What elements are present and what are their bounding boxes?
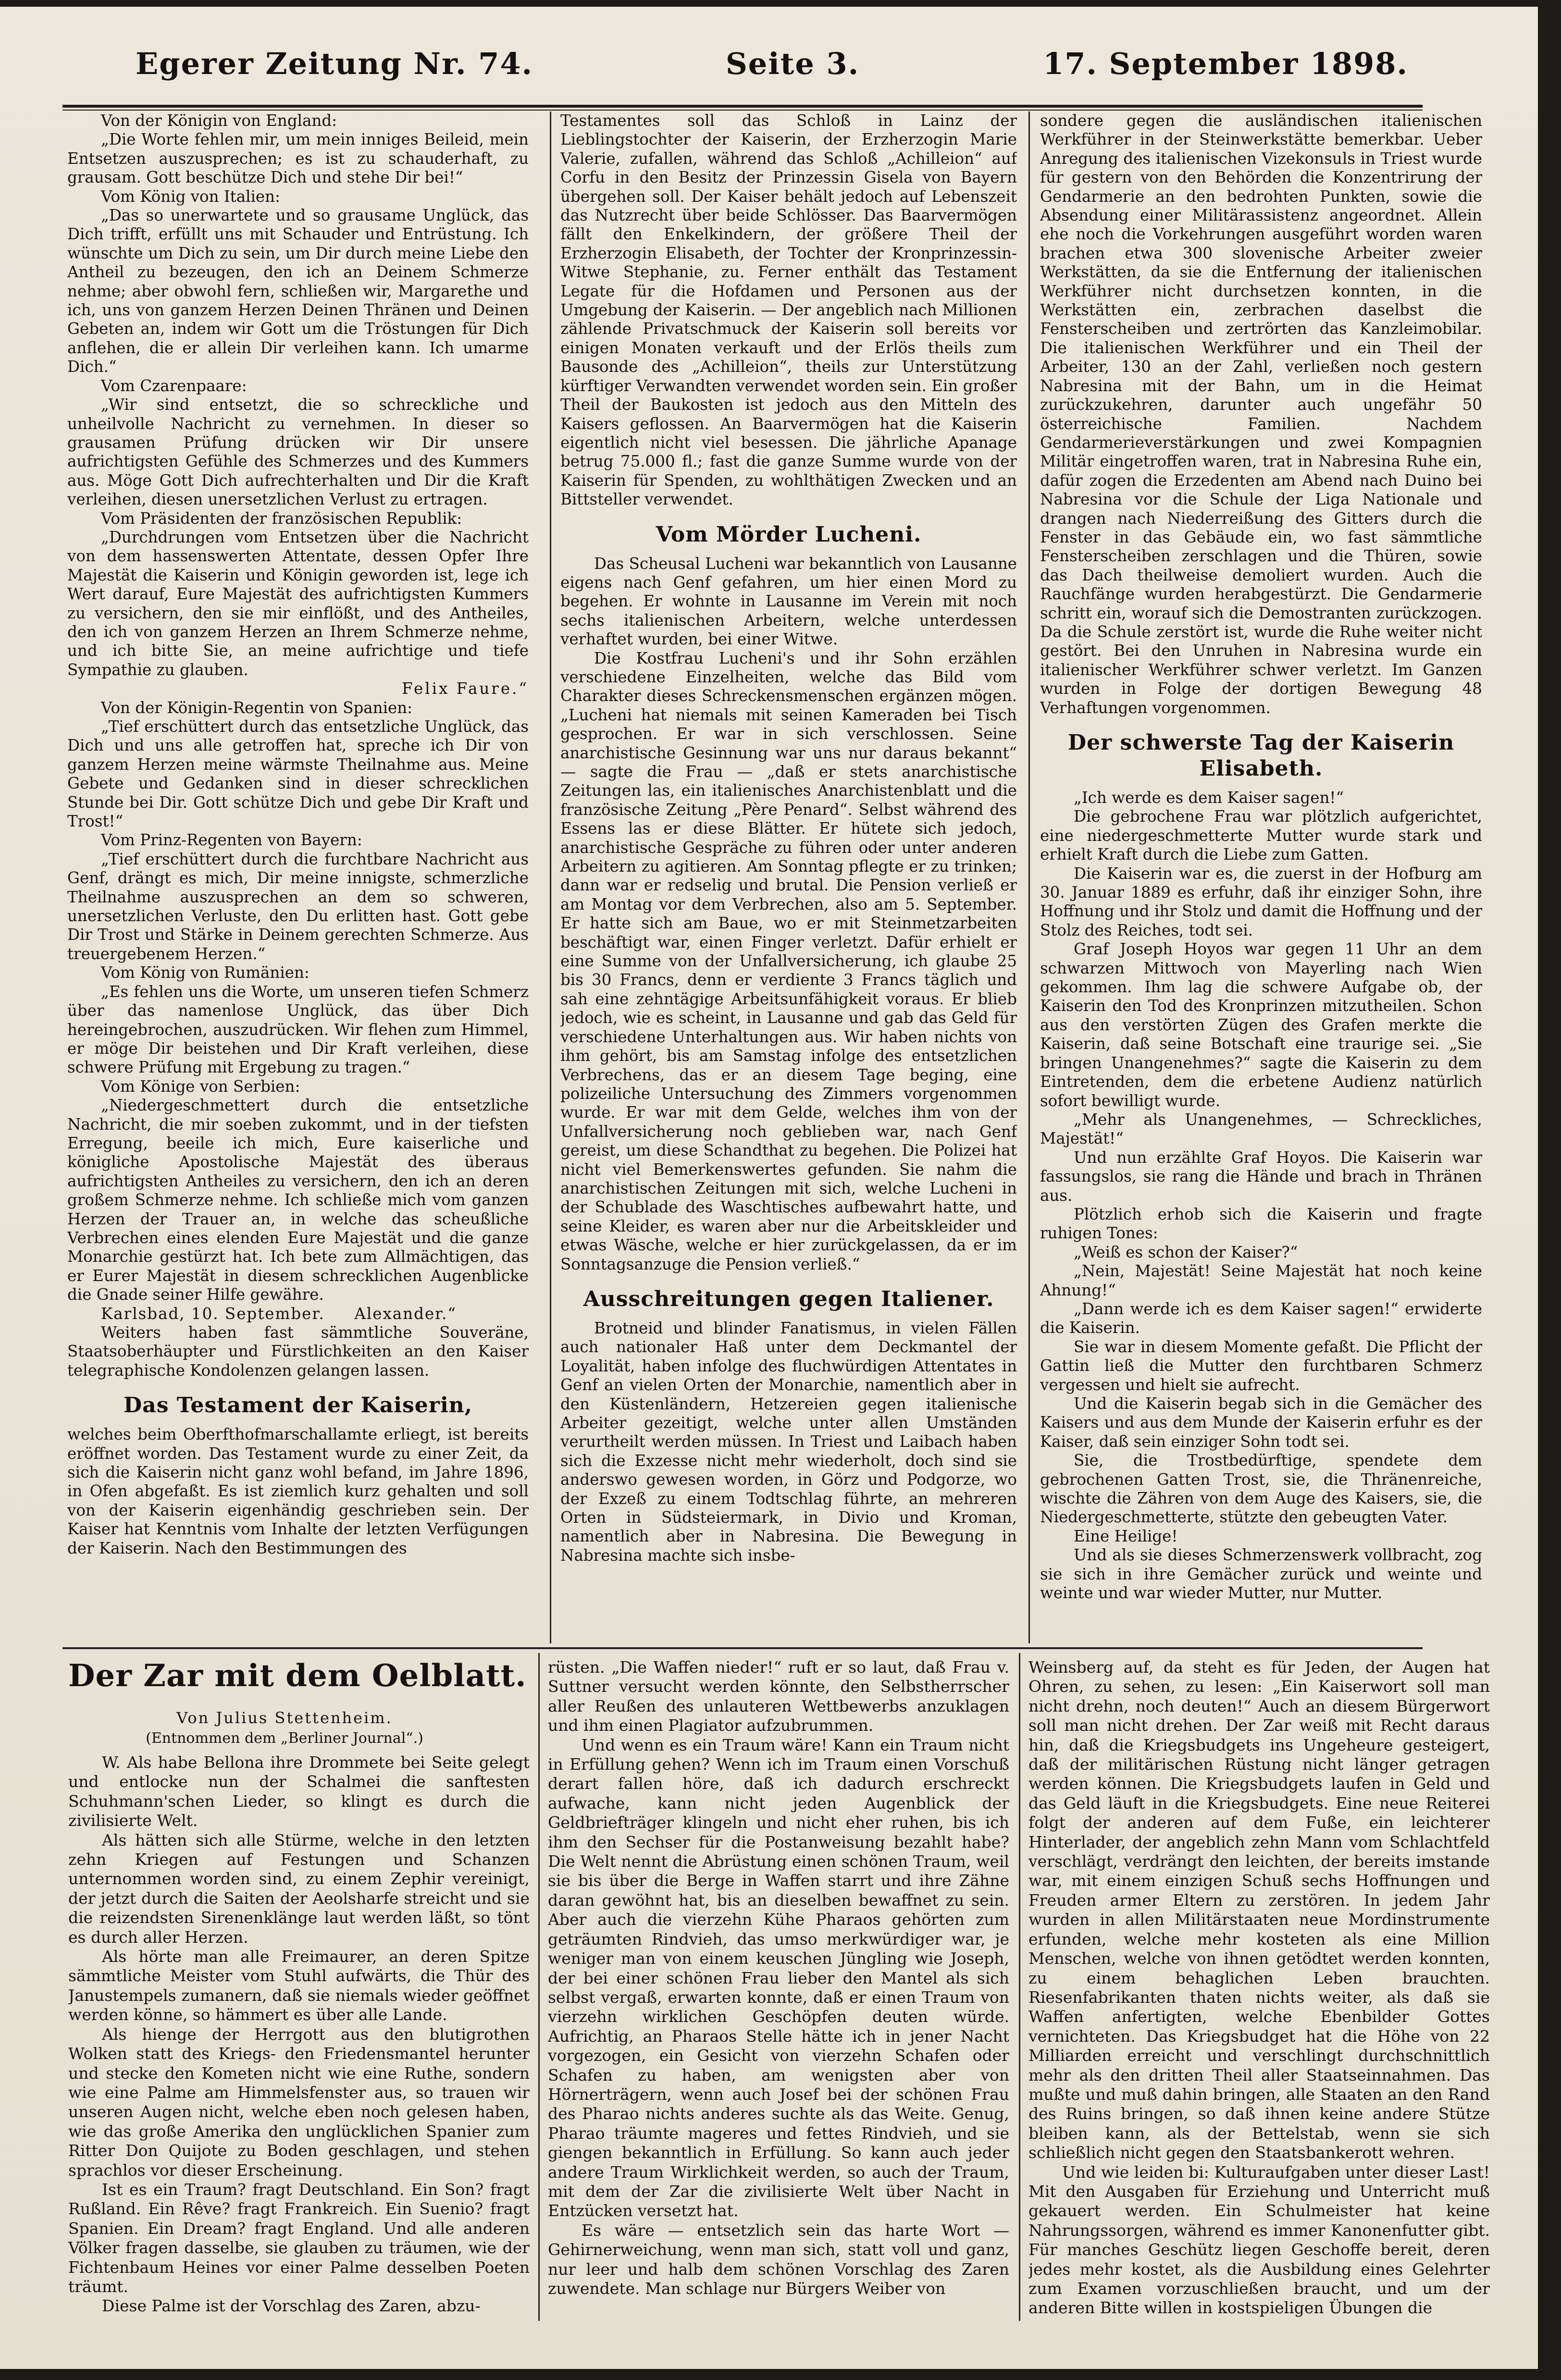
paragraph: Brotneid und blinder Fanatismus, in vielen Fällen auch nationaler Haß unter dem Deckmantel der Loyalität, haben infolge des fluchwürdigen Attentates in Genf an vielen Orten der Monarchie, namentlich aber in den Küstenländern, Hetzereien gegen italienische Arbeiter gezeitigt, welche unter allen Umständen verurtheilt werden müssen. In Triest und Laibach haben sich die Exzesse nicht mehr wiederholt, doch sind sie anderswo gewesen worden, in Görz und Podgorze, wo der Exzeß zu einem Todtschlag führte, an mehreren Orten in Südsteiermark, in Divio und Kroman, namentlich aber in Nabresina. Die Bewegung in Nabresina machte sich insbe-	[560, 1319, 1017, 1565]
paragraph: rüsten. „Die Waffen nieder!“ ruft er so laut, daß Frau v. Suttner versucht werden könnte, den Selbstherrscher aller Reußen des unlauteren Wettbewerbs anzuklagen und ihm einen Plagiator aufzubrummen.	[548, 1658, 1009, 1735]
paragraph: W. Als habe Bellona ihre Drommete bei Seite gelegt und entlocke nun der Schalmei die sanftesten Schuhmann'schen Lieder, so klingt es durch die zivilisierte Welt.	[68, 1753, 530, 1830]
paragraph: Vom König von Italien:	[101, 187, 281, 206]
paragraph: Vom Könige von Serbien:	[101, 1077, 300, 1096]
paragraph: „Dann werde ich es dem Kaiser sagen!“ erwiderte die Kaiserin.	[1040, 1299, 1482, 1337]
paragraph: Und wenn es ein Traum wäre! Kann ein Traum nicht in Erfüllung gehen? Wenn ich im Traum einen Vorschuß derart fallen höre, daß ich dadurch erschreckt aufwache, kann nicht jeden Augenblick der Geldbriefträger klingeln und nicht eher ruhen, bis ich ihm den Sechser für die Postanweisung bezahlt habe? Die Welt nennt die Abrüstung einen schönen Traum, weil sie bis über die Berge in Waffen starrt und ihre Zähne daran gewöhnt hat, bis an dieselben bewaffnet zu sein. Aber auch die vierzehn Kühe Pharaos gehörten zum geträumten Rindvieh, das umso merkwürdiger war, je weniger man von einem keuschen Jüngling wie Joseph, der bei einer schönen Frau lieber den Mantel als sich selbst vergaß, erwarten konnte, daß er einen Traum von vierzehn wirklichen Geschöpfen deuten würde. Aufrichtig, an Pharaos Stelle hätte ich in jener Nacht vorgezogen, ein Gesicht von vierzehn Schafen oder Schafen zu haben, am wenigsten aber von Hörnerträgern, wenn auch Josef bei der schönen Frau des Pharao nichts anderes suchte als das Weite. Genug, Pharao träumte mageres und fettes Rindvieh, und sie giengen bekanntlich in Erfüllung. So kann auch jeder andere Traum Wirklichkeit werden, so auch der Traum, mit dem der Zar die zivilisierte Welt über Nacht in Entzücken versetzt hat.	[548, 1735, 1009, 2220]
column-2	[560, 111, 1017, 1643]
feuilleton-author: Von Julius Stettenheim.	[176, 1709, 393, 1727]
paragraph: Weiters haben fast sämmtliche Souveräne, Staatsoberhäupter und Fürstlichkeiten an den Kaiser telegraphische Kondolenzen gelangen lassen.	[67, 1323, 529, 1380]
paragraph: Und die Kaiserin begab sich in die Gemächer des Kaisers und aus dem Munde der Kaiserin erfuhr es der Kaiser, daß sein einziger Sohn todt sei.	[1040, 1394, 1482, 1451]
column-1	[67, 111, 529, 1643]
paragraph: „Das so unerwartete und so grausame Unglück, das Dich trifft, erfüllt uns mit Schauder und Entrüstung. Ich wünschte um Dich zu sein, um Dir durch meine Liebe den Antheil zu bezeugen, den ich an Deinem Schmerze nehme; aber obwohl fern, schließen wir, Margarethe und ich, uns von ganzem Herzen Deinen Thränen und Deinen Gebeten an, indem wir Gott um die Tröstungen für Dich anflehen, die er allein Dir verleihen kann. Ich umarme Dich.“	[67, 206, 529, 376]
signature: Felix Faure.“	[402, 679, 529, 698]
feuilleton-rule	[62, 1647, 1423, 1649]
paragraph: „Ich werde es dem Kaiser sagen!“	[1074, 789, 1344, 807]
paragraph: Ist es ein Traum? fragt Deutschland. Ein Son? fragt Rußland. Ein Rêve? fragt Frankreich. Ein Suenio? fragt Spanien. Ein Dream? fragt England. Und alle anderen Völker fragen dasselbe, sie glauben zu träumen, wie der Fichtenbaum Heines vor einer Palme desselben Poeten träumt.	[68, 2180, 530, 2296]
section-heading: Das Testament der Kaiserin,	[124, 1393, 472, 1418]
paragraph: Und nun erzählte Graf Hoyos. Die Kaiserin war fassungslos, sie rang die Hände und brach in Thränen aus.	[1040, 1148, 1482, 1205]
issue-date: 17. September 1898.	[1043, 46, 1408, 81]
paragraph: Testamentes soll das Schloß in Lainz der Lieblingstochter der Kaiserin, der Erzherzogin Marie Valerie, zufallen, während das Schloß „Achilleion“ auf Corfu in den Besitz der Prinzessin Gisela von Bayern übergehen soll. Der Kaiser behält jedoch auf Lebenszeit das Nutzrecht über beide Schlösser. Das Baarvermögen fällt den Enkelkindern, der größere Theil der Erzherzogin Elisabeth, der Tochter der Kronprinzessin-Witwe Stephanie, zu. Ferner enthält das Testament Legate für die Hofdamen und Personen aus der Umgebung der Kaiserin. — Der angeblich nach Millionen zählende Privatschmuck der Kaiserin soll bereits vor einigen Monaten verkauft und der Erlös theils zum Bausonde des „Achilleion“, theils zur Unterstützung kürftiger Verwandten verwendet worden sein. Ein großer Theil der Baukosten ist jedoch aus den Mitteln des Kaisers geflossen. An Baarvermögen hat die Kaiserin eigentlich nicht viel besessen. Die jährliche Apanage betrug 75.000 fl.; fast die ganze Summe wurde von der Kaiserin für Spenden, zu wohlthätigen Zwecken und an Bittsteller verwendet.	[560, 111, 1017, 509]
paragraph: Vom Czarenpaare:	[101, 376, 247, 395]
paragraph: Das Scheusal Lucheni war bekanntlich von Lausanne eigens nach Genf gefahren, um hier einen Mord zu begehen. Er wohnte in Lausanne im Verein mit noch sechs italienischen Arbeitern, welche unterdessen verhaftet wurden, bei einer Witwe.	[560, 554, 1017, 649]
section-heading: Der schwerste Tag der Kaiserin Elisabeth.	[1067, 730, 1455, 781]
feuilleton-column-3	[1028, 1658, 1490, 2321]
scan-edge-top	[0, 0, 1561, 7]
section-heading: Vom Mörder Lucheni.	[656, 522, 922, 547]
paragraph: Die Kostfrau Lucheni's und ihr Sohn erzählen verschiedene Einzelheiten, welche das Bild vom Charakter dieses Schreckensmenschen ergänzen mögen. „Lucheni hat niemals mit seinen Kameraden bei Tisch gesprochen. Er war in sich verschlossen. Seine anarchistische Gesinnung war uns nur daraus bekannt“ — sagte die Frau — „daß er stets anarchistische Zeitungen las, ein italienisches Anarchistenblatt und die französische Zeitung „Père Penard“. Selbst während des Essens las er diese Blätter. Er hütete sich jedoch, anarchistische Gespräche zu führen oder unter anderen Arbeitern zu agitieren. Am Sonntag pflegte er zu trinken; dann war er redselig und brutal. Die Pension verließ er am Montag vor dem Verbrechen, also am 5. September. Er hatte sich am Baue, wo er mit Steinmetzarbeiten beschäftigt war, einen Finger verletzt. Dafür erhielt er eine Summe von der Unfallversicherung, ich glaube 25 bis 30 Francs, denn er verdiente 3 Francs täglich und sah eine zehntägige Arbeitsunfähigkeit voraus. Er blieb jedoch, wie es scheint, in Lausanne und gab das Geld für verschiedene Unterhaltungen aus. Wir haben nichts von ihm gehört, bis am Samstag infolge des entsetzlichen Verbrechens, das er an diesem Tage beging, eine polizeiliche Untersuchung des Zimmers vorgenommen wurde. Er war mit dem Gelde, welches ihm von der Unfallversicherung noch geblieben war, nach Genf gereist, um diese Schandthat zu begehen. Die Polizei hat nicht viel Bemerkenswertes gefunden. Sie nahm die anarchistischen Zeitungen mit sich, welche Lucheni in der Schublade des Waschtisches aufbewahrt hatte, und seine Kleider, es waren aber nur die Arbeitskleider und etwas Wäsche, welche er hier zurückgelassen, da er im Sonntagsanzuge die Pension verließ.“	[560, 649, 1017, 1273]
page-header	[136, 46, 1408, 104]
signature: Alexander.“	[354, 1304, 457, 1323]
paragraph: „Weiß es schon der Kaiser?“	[1074, 1243, 1298, 1261]
paragraph: Sie, die Trostbedürftige, spendete dem gebrochenen Gatten Trost, sie, die Thränenreiche, wischte die Zähren von dem Auge des Kaisers, sie, die Niedergeschmetterte, stützte den gebeugten Vater.	[1040, 1451, 1482, 1527]
feuilleton-source: (Entnommen dem „Berliner Journal“.)	[146, 1730, 423, 1747]
column-divider	[1028, 111, 1030, 1643]
paragraph: Plötzlich erhob sich die Kaiserin und fragte ruhigen Tones:	[1040, 1205, 1482, 1243]
paragraph: welches beim Oberfthofmarschallamte erliegt, ist bereits eröffnet worden. Das Testament wurde zu einer Zeit, da sich die Kaiserin nicht ganz wohl befand, im Jahre 1896, in Ofen abgefaßt. Es ist ziemlich kurz gehalten und soll von der Kaiserin eigenhändig geschrieben sein. Der Kaiser hat Kenntnis vom Inhalte der letzten Verfügungen der Kaiserin. Nach den Bestimmungen des	[67, 1425, 529, 1557]
paragraph: „Wir sind entsetzt, die so schreckliche und unheilvolle Nachricht zu vernehmen. In dieser so grausamen Prüfung drücken wir Dir unsere aufrichtigsten Gefühle des Schmerzes und des Kummers aus. Möge Gott Dich aufrechterhalten und Dir die Kraft verleihen, diesen unersetzlichen Verlust zu ertragen.	[67, 395, 529, 509]
column-divider	[538, 1653, 540, 2321]
paragraph: Von der Königin von England:	[101, 111, 337, 130]
paragraph: Und wie leiden bi: Kulturaufgaben unter dieser Last! Mit den Ausgaben für Erziehung und Unterricht muß gekauert werden. Ein Schulmeister hat keine Nahrungssorgen, während es immer Kanonenfutter gibt. Für manches Geschütz liegen Geschoffe bereit, deren jedes mehr kostet, als die Ausbildung eines Gelehrter zum Examen vorzuschließen braucht, und um der anderen Bitte willen in kostspieligen Übungen die	[1028, 2162, 1490, 2318]
paragraph: Weinsberg auf, da steht es für Jeden, der Augen hat Ohren, zu sehen, zu lesen: „Ein Kaiserwort soll man nicht drehn, noch deuten!“ Auch an diesem Bürgerwort soll man nicht drehen. Der Zar weiß mit Recht daraus hin, daß die Kriegsbudgets ins Ungeheure gesteigert, daß der militärischen Rüstung nicht länger getragen werden können. Die Kriegsbudgets laufen in Geld und das Geld läuft in die Kriegsbudgets. Eine neue Reiterei folgt der anderen auf dem Fuße, ein leichterer Hinterlader, der angeblich zehn Mann vom Schlachtfeld verschlägt, verdrängt den leichten, der bereits imstande war, mit einem einzigen Schuß sechs Hoffnungen und Freuden armer Eltern zu zerstören. In jedem Jahr wurden in allen Militärstaaten neue Mordinstrumente erfunden, welche mehr kosteten als eine Million Menschen, welche von ihnen getödtet werden konnten, zu einem behaglichen Leben brauchten. Riesenfabrikanten thaten nichts weiter, als daß sie Waffen anfertigten, welche Ebenbilder Gottes vernichteten. Das Kriegsbudget hat die Höhe von 22 Milliarden erreicht und verschlingt durchschnittlich mehr als den dritten Theil aller Staatseinnahmen. Das mußte und muß dahin bringen, alle Staaten an den Rand des Ruins bringen, so daß ihnen keine andere Stütze bleiben kann, als der Bettelstab, wenn sie sich schließlich nicht gegen den Staatsbankerott wehren.	[1028, 1658, 1490, 2162]
feuilleton-column-2	[548, 1658, 1009, 2321]
paragraph: „Tief erschüttert durch die furchtbare Nachricht aus Genf, drängt es mich, Dir meine innigste, schmerzliche Theilnahme auszusprechen an dem so schweren, unersetzlichen Verluste, den Du erlitten hast. Gott gebe Dir Trost und Stärke in Deinem gerechten Schmerze. Aus treuergebenem Herzen.“	[67, 850, 529, 963]
paragraph: „Mehr als Unangenehmes, — Schreckliches, Majestät!“	[1040, 1110, 1482, 1148]
scan-edge-right	[1538, 0, 1561, 2380]
paragraph: „Nein, Majestät! Seine Majestät hat noch keine Ahnung!“	[1040, 1262, 1482, 1299]
paragraph: Die Kaiserin war es, die zuerst in der Hofburg am 30. Januar 1889 es erfuhr, daß ihr einziger Sohn, ihre Hoffnung und ihr Stolz und damit die Hoffnung und der Stolz des Reiches, todt sei.	[1040, 864, 1482, 939]
paragraph: Von der Königin-Regentin von Spanien:	[101, 698, 413, 717]
paragraph: „Niedergeschmettert durch die entsetzliche Nachricht, die mir soeben zukommt, und in der tiefsten Erregung, beeile ich mich, Eure kaiserliche und königliche Apostolische Majestät des überaus aufrichtigsten Antheiles zu versichern, den ich an deren großem Schmerze nehme. Ich schließe mich vom ganzen Herzen der Trauer an, in welche das scheußliche Verbrechen eines elenden Eure Majestät und die ganze Monarchie gestürzt hat. Ich bete zum Allmächtigen, das er Eurer Majestät in diesem schrecklichen Augenblicke die Gnade seiner Hilfe gewähre.	[67, 1096, 529, 1304]
paragraph: Vom König von Rumänien:	[101, 963, 310, 982]
paragraph: Sie war in diesem Momente gefaßt. Die Pflicht der Gattin ließ die Mutter den furchtbaren Schmerz vergessen und hielt sie aufrecht.	[1040, 1337, 1482, 1394]
paragraph: Es wäre — entsetzlich sein das harte Wort — Gehirnerweichung, wenn man sich, statt voll und ganz, nur leer und halb dem schönen Vorschlag des Zaren zuwendete. Man schlage nur Bürgers Weiber von	[548, 2220, 1009, 2298]
feuilleton-column-1	[68, 1753, 530, 2320]
section-heading: Ausschreitungen gegen Italiener.	[583, 1286, 994, 1311]
dateline-place: Karlsbad, 10. September.	[101, 1304, 325, 1323]
paragraph: Und als sie dieses Schmerzenswerk vollbracht, zog sie sich in ihre Gemächer zurück und weinte und weinte und war wieder Mutter, nur Mutter.	[1040, 1546, 1482, 1603]
paragraph: „Es fehlen uns die Worte, um unseren tiefen Schmerz über das namenlose Unglück, das über Dich hereingebrochen, auszudrücken. Wir flehen zum Himmel, er möge Dir beistehen und Dir Kraft verleihen, diese schwere Prüfung mit Ergebung zu tragen.“	[67, 982, 529, 1077]
header-rule	[62, 105, 1423, 108]
paper-name: Egerer Zeitung Nr. 74.	[136, 46, 533, 81]
paragraph: Die gebrochene Frau war plötzlich aufgerichtet, eine niedergeschmetterte Mutter wurde stark und erhielt Kraft durch die Liebe zum Gatten.	[1040, 807, 1482, 864]
column-3	[1040, 111, 1482, 1643]
scan-edge-bottom	[0, 2369, 1561, 2380]
page-number: Seite 3.	[726, 46, 860, 81]
paragraph: „Durchdrungen vom Entsetzen über die Nachricht von dem hassenswerten Attentate, dessen Opfer Ihre Majestät die Kaiserin und Königin geworden ist, lege ich Wert darauf, Eure Majestät des aufrichtigsten Kummers zu versichern, den sie mir einflößt, und des Antheiles, den ich von ganzem Herzen an Ihrem Schmerze nehme, und ich bitte Sie, an meine aufrichtige und tiefe Sympathie zu glauben.	[67, 528, 529, 679]
paragraph: „Tief erschüttert durch das entsetzliche Unglück, das Dich und uns alle getroffen hat, spreche ich Dir von ganzem Herzen meine wärmste Theilnahme aus. Meine Gebete und Gedanken sind in dieser schrecklichen Stunde bei Dir. Gott schütze Dich und gebe Dir Kraft und Trost!“	[67, 717, 529, 831]
paragraph: Vom Prinz-Regenten von Bayern:	[101, 831, 362, 850]
paragraph: Als hienge der Herrgott aus den blutigrothen Wolken statt des Kriegs- den Friedensmantel herunter und stecke den Kometen nicht wie eine Ruthe, sondern wie eine Palme am Himmelsfenster aus, so trauen wir unseren Augen nicht, welche eben noch gelesen haben, wie das große Amerika den unglücklichen Spanier zum Ritter Don Quijote zu Boden geschlagen, und stehen sprachlos vor dieser Erscheinung.	[68, 2024, 530, 2180]
column-divider	[550, 111, 551, 1643]
column-divider	[1019, 1653, 1020, 2321]
feuilleton-title: Der Zar mit dem Oelblatt.	[68, 1658, 527, 1694]
paragraph: Graf Joseph Hoyos war gegen 11 Uhr an dem schwarzen Mittwoch von Mayerling nach Wien gekommen. Ihm lag die schwere Aufgabe ob, der Kaiserin den Tod des Kronprinzen mitzutheilen. Schon aus den verstörten Zügen des Grafen merkte die Kaiserin, daß seine Botschaft eine traurige sei. „Sie bringen Unangenehmes?“ sagte die Kaiserin zu dem Eintretenden, dem die erbetene Audienz natürlich sofort bewilligt wurde.	[1040, 940, 1482, 1110]
paragraph: Eine Heilige!	[1074, 1527, 1178, 1545]
paragraph: „Die Worte fehlen mir, um mein inniges Beileid, mein Entsetzen auszusprechen; es ist zu schauderhaft, zu grausam. Gott beschütze Dich und stehe Dir bei!“	[67, 130, 529, 187]
paragraph: sondere gegen die ausländischen italienischen Werkführer in der Steinwerkstätte bemerkbar. Ueber Anregung des italienischen Vizekonsuls in Triest wurde für gestern von den Behörden die Konzentrirung der Gendarmerie an den bedrohten Punkten, sowie die Absendung einer Militärassistenz angeordnet. Allein ehe noch die Vorkehrungen ausgeführt worden waren brachen etwa 300 slovenische Arbeiter zweier Werkstätten, da sie die Entfernung der italienischen Werkführer nicht durchsetzen konnten, in die Werkstätten ein, zerbrachen daselbst die Fensterscheiben und zertrörten das Kanzleimobilar. Die italienischen Werkführer und ein Theil der Arbeiter, 130 an der Zahl, verließen noch gestern Nabresina mit der Bahn, um in die Heimat zurückzukehren, darunter auch ungefähr 50 österreichische Familien. Nachdem Gendarmerieverstärkungen und zwei Kompagnien Militär eingetroffen waren, trat in Nabresina Ruhe ein, dafür zogen die Erzedenten am Abend nach Duino bei Nabresina vor die Schule der Liga Nationale und drangen nach Niederreißung des Gitters durch die Fenster in das Gebäude ein, wo fast sämmtliche Fensterscheiben zerschlagen und die Thüren, sowie das Dach theilweise demoliert wurden. Auch die Rauchfänge wurden herabgestürzt. Die Gendarmerie schritt ein, worauf sich die Demostranten zurückzogen. Da die Schule zerstört ist, wurde die Ruhe weiter nicht gestört. Bei den Unruhen in Nabresina wurde ein italienischer Werkführer schwer verletzt. Im Ganzen wurden in Folge der dortigen Bewegung 48 Verhaftungen vorgenommen.	[1040, 111, 1482, 717]
header-rule-thin	[62, 110, 1423, 111]
paragraph: Als hörte man alle Freimaurer, an deren Spitze sämmtliche Meister vom Stuhl aufwärts, die Thür des Janustempels zumanern, daß sie niemals wieder geöffnet werden könne, so hämmert es über alle Lande.	[68, 1947, 530, 2024]
paragraph: Diese Palme ist der Vorschlag des Zaren, abzu-	[102, 2296, 481, 2316]
paragraph: Vom Präsidenten der französischen Republik:	[101, 509, 462, 528]
paragraph: Als hätten sich alle Stürme, welche in den letzten zehn Kriegen auf Festungen und Schanzen unternommen worden sind, zu einem Zephir vereinigt, der jetzt durch die Saiten der Aeolsharfe streicht und sie die reizendsten Sirenenklänge laut werden läßt, so tönt es durch aller Herzen.	[68, 1830, 530, 1947]
dateline	[67, 1305, 529, 1323]
